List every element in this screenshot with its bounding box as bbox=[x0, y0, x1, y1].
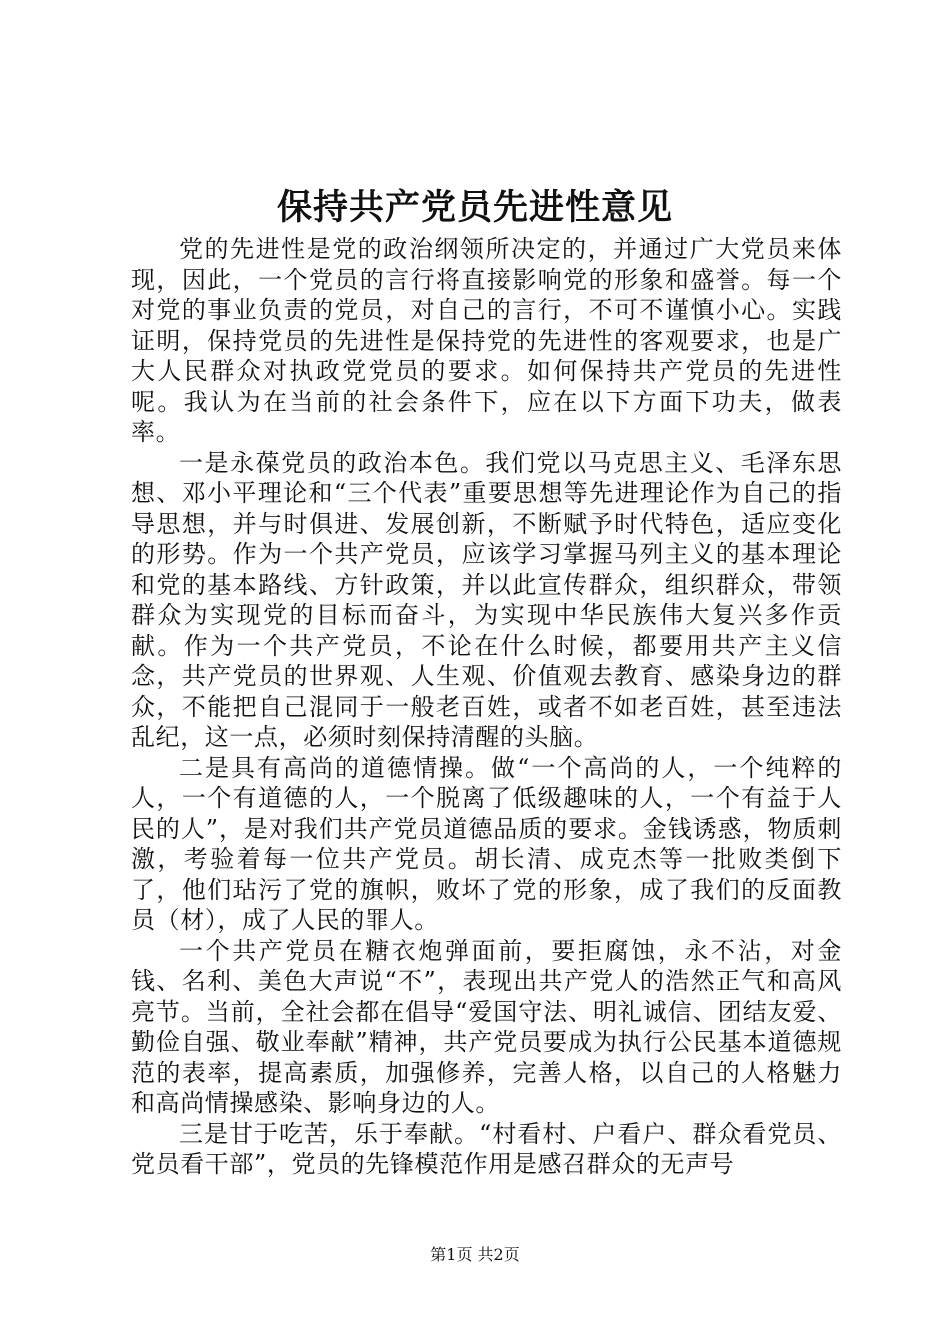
document-body bbox=[131, 234, 842, 1180]
document-title: 保持共产党员先进性意见 bbox=[276, 187, 673, 228]
paragraph-4: 一个共产党员在糖衣炮弹面前，要拒腐蚀，永不沾，对金钱、名利、美色大声说“不”，表现出共产党人的浩然正气和高风亮节。当前，全社会都在倡导“爱国守法、明礼诚信、团结友爱、勤俭自强、敬业奉献”精神，共产党员要成为执行公民基本道德规范的表率，提高素质，加强修养，完善人格，以自己的人格魅力和高尚情操感染、影响身边的人。 bbox=[131, 936, 842, 1117]
page-footer: 第1页 共2页 bbox=[430, 1245, 520, 1264]
paragraph-1: 党的先进性是党的政治纲领所决定的，并通过广大党员来体现，因此，一个党员的言行将直接影响党的形象和盛誉。每一个对党的事业负责的党员，对自己的言行，不可不谨慎小心。实践证明，保持党员的先进性是保持党的先进性的客观要求，也是广大人民群众对执政党党员的要求。如何保持共产党员的先进性呢。我认为在当前的社会条件下，应在以下方面下功夫，做表率。 bbox=[131, 235, 842, 446]
paragraph-3: 二是具有高尚的道德情操。做“一个高尚的人，一个纯粹的人，一个有道德的人，一个脱离了低级趣味的人，一个有益于人民的人”，是对我们共产党员道德品质的要求。金钱诱惑，物质刺激，考验着每一位共产党员。胡长清、成克杰等一批败类倒下了，他们玷污了党的旗帜，败坏了党的形象，成了我们的反面教员（材），成了人民的罪人。 bbox=[131, 753, 842, 934]
paragraph-2: 一是永葆党员的政治本色。我们党以马克思主义、毛泽东思想、邓小平理论和“三个代表”重要思想等先进理论作为自己的指导思想，并与时俱进、发展创新，不断赋予时代特色，适应变化的形势。作为一个共产党员，应该学习掌握马列主义的基本理论和党的基本路线、方针政策，并以此宣传群众，组织群众，带领群众为实现党的目标而奋斗，为实现中华民族伟大复兴多作贡献。作为一个共产党员，不论在什么时候，都要用共产主义信念，共产党员的世界观、人生观、价值观去教育、感染身边的群众，不能把自己混同于一般老百姓，或者不如老百姓，甚至违法乱纪，这一点，必须时刻保持清醒的头脑。 bbox=[131, 448, 842, 751]
paragraph-5: 三是甘于吃苦，乐于奉献。“村看村、户看户、群众看党员、党员看干部”，党员的先锋模范作用是感召群众的无声号 bbox=[131, 1119, 842, 1178]
